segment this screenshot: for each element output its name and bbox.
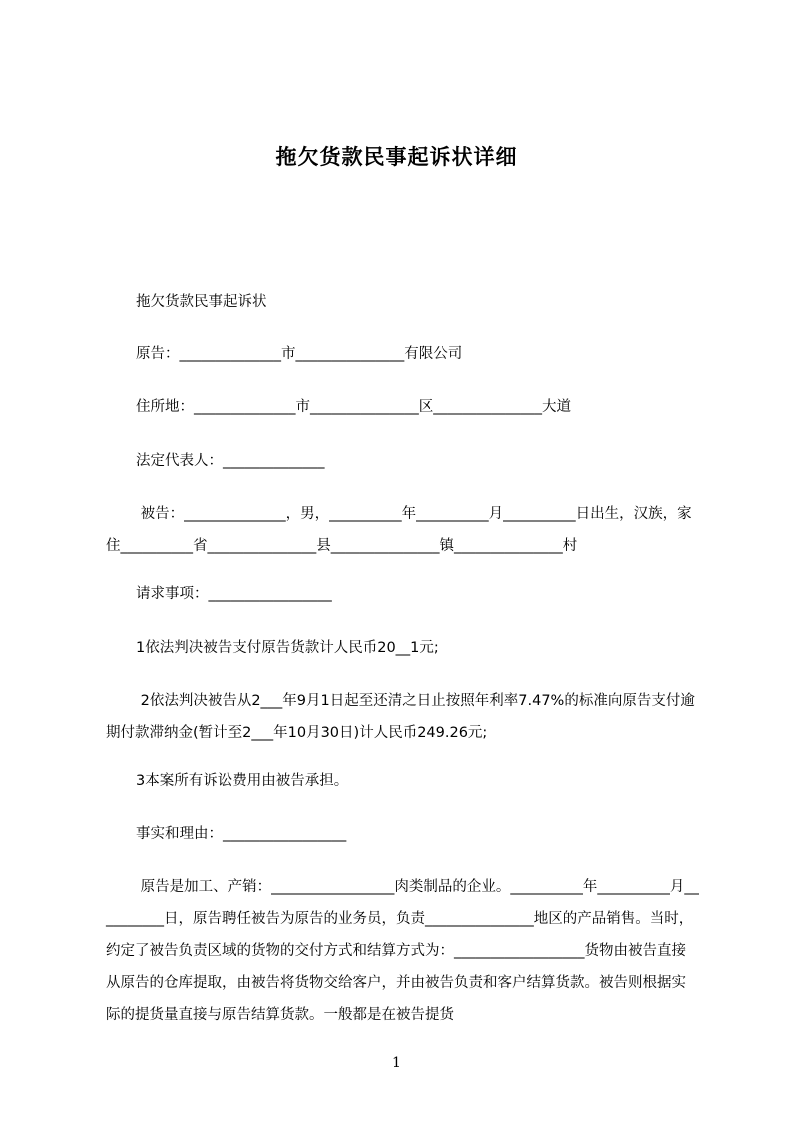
- heading-paragraph: 拖欠货款民事起诉状: [136, 294, 267, 310]
- claim-2-paragraph: 2依法判决被告从2___年9月1日起至还清之日止按照年利率7.47%的标准向原告支付逾期付款滞纳金(暂计至2___年10月30日)计人民币249.26元;: [106, 693, 695, 741]
- legal-rep-paragraph: 法定代表人：______________: [136, 453, 325, 469]
- defendant-paragraph: 被告：______________，男，__________年__________月__________日出生，汉族，家住__________省_______________县_______________镇_______________村: [106, 506, 692, 554]
- address-paragraph: 住所地：______________市_______________区_______________大道: [136, 399, 571, 415]
- plaintiff-paragraph: 原告：______________市_______________有限公司: [136, 346, 463, 362]
- facts-paragraph: 原告是加工、产销：_________________肉类制品的企业。__________年__________月__________日，原告聘任被告为原告的业务员，负责_______________地区的产品销售。当时，约定了被告负责区域的货物的交付方式和结算方式为：__________________货物由被告直接从原告的仓库提取，由被告将货物交给客户，并由被告负责和客户结算货款。被告则根据实际的提货量直接与原告结算货款。一般都是在被告提货: [106, 879, 699, 1023]
- claim-3-paragraph: 3本案所有诉讼费用由被告承担。: [136, 773, 349, 789]
- facts-heading-paragraph: 事实和理由：_________________: [136, 826, 347, 842]
- claims-heading-paragraph: 请求事项：_________________: [136, 586, 332, 602]
- claim-1-paragraph: 1依法判决被告支付原告货款计人民币20__1元;: [136, 640, 439, 656]
- document-title: 拖欠货款民事起诉状详细: [275, 145, 518, 169]
- page-number: 1: [392, 1055, 401, 1071]
